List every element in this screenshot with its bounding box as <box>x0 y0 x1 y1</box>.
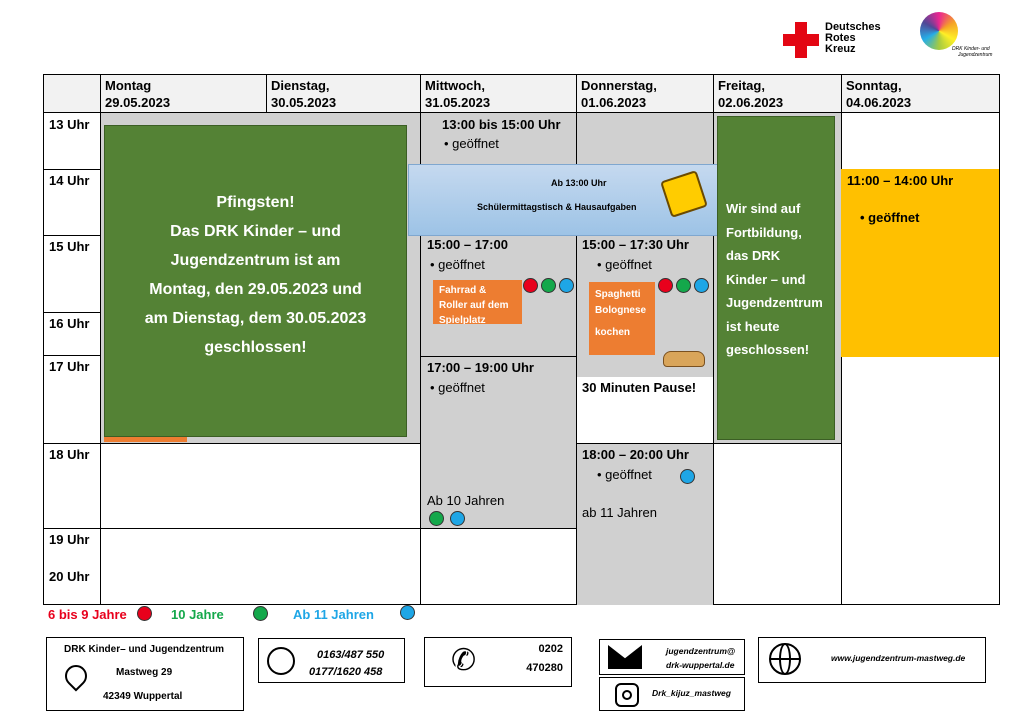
address-city: 42349 Wuppertal <box>103 691 183 702</box>
whatsapp-box <box>258 638 405 683</box>
homework-notebook-icon <box>660 170 708 218</box>
mittwoch-slot1-time: 13:00 bis 15:00 Uhr <box>442 117 561 132</box>
blue-dot-icon <box>559 278 574 293</box>
donnerstag-pause: 30 Minuten Pause! <box>582 380 697 395</box>
day-header-freitag: Freitag, 02.06.2023 <box>718 78 784 110</box>
donnerstag-age: ab 11 Jahren <box>582 505 657 520</box>
instagram-box <box>599 677 745 711</box>
mittwoch-slot3-time: 17:00 – 19:00 Uhr <box>427 360 534 375</box>
day-header-mittwoch: Mittwoch, 31.05.2023 <box>425 78 491 110</box>
phone-icon: ✆ <box>451 644 477 677</box>
sonntag-time: 11:00 – 14:00 Uhr <box>847 173 954 188</box>
time-label: 20 Uhr <box>49 569 90 584</box>
time-label: 19 Uhr <box>49 532 90 547</box>
legend <box>48 605 448 625</box>
legend-red-label: 6 bis 9 Jahre <box>48 607 127 622</box>
envelope-icon <box>608 645 642 669</box>
time-label: 13 Uhr <box>49 117 90 132</box>
time-label: 14 Uhr <box>49 173 90 188</box>
mittagstisch-line2: Schülermittagstisch & Hausaufgaben <box>477 202 637 212</box>
instagram-handle: Drk_kijuz_mastweg <box>652 688 731 698</box>
green-dot-icon <box>429 511 444 526</box>
phone-box <box>424 637 572 687</box>
logo-text-3: Kreuz <box>825 43 856 55</box>
address-box <box>46 637 244 711</box>
donnerstag-slot1-status: • geöffnet <box>597 257 652 272</box>
kiju-logo-text-1: DRK Kinder- und <box>952 46 990 52</box>
freitag-closed-notice: Wir sind auf Fortbildung, das DRK Kinder – und Jugendzentrum ist heute geschlossen! <box>717 116 835 440</box>
mittwoch-age: Ab 10 Jahren <box>427 493 505 508</box>
email-line-2: drk-wuppertal.de <box>666 660 735 670</box>
blue-dot-icon <box>694 278 709 293</box>
mittwoch-slot1-status: • geöffnet <box>444 136 499 151</box>
sonntag-status: • geöffnet <box>860 210 919 225</box>
day-header-dienstag: Dienstag, 30.05.2023 <box>271 78 337 110</box>
location-pin-icon <box>60 660 91 691</box>
address-name: DRK Kinder– und Jugendzentrum <box>64 644 225 655</box>
green-dot-icon <box>253 606 268 621</box>
mittwoch-activity: Fahrrad & Roller auf dem Spielplatz <box>433 280 522 324</box>
kiju-logo <box>912 8 1002 66</box>
logo-text-1: Deutsches <box>825 21 881 33</box>
web-url: www.jugendzentrum-mastweg.de <box>831 653 966 663</box>
time-label: 16 Uhr <box>49 316 90 331</box>
mittwoch-slot3-status: • geöffnet <box>430 380 485 395</box>
time-label: 15 Uhr <box>49 239 90 254</box>
day-header-sonntag: Sonntag, 04.06.2023 <box>846 78 912 110</box>
donnerstag-activity: Spaghetti Bolognese kochen <box>589 282 655 355</box>
email-line-1: jugendzentrum@ <box>666 646 736 656</box>
color-splash-icon <box>920 12 958 50</box>
whatsapp-icon <box>267 647 295 675</box>
donnerstag-slot2-time: 18:00 – 20:00 Uhr <box>582 447 689 462</box>
donnerstag-slot1-time: 15:00 – 17:30 Uhr <box>582 237 689 252</box>
logo-text-2: Rotes <box>825 32 856 44</box>
instagram-icon <box>615 683 639 707</box>
mittagstisch-banner <box>408 164 719 236</box>
time-label: 17 Uhr <box>49 359 90 374</box>
legend-green-label: 10 Jahre <box>171 607 224 622</box>
red-dot-icon <box>658 278 673 293</box>
web-box <box>758 637 986 683</box>
timetable <box>43 74 1000 605</box>
blue-dot-icon <box>680 469 695 484</box>
sonntag-open-block <box>841 169 999 357</box>
globe-icon <box>769 643 801 675</box>
donnerstag-slot2-status: • geöffnet <box>597 467 652 482</box>
green-dot-icon <box>541 278 556 293</box>
mittagstisch-line1: Ab 13:00 Uhr <box>551 178 607 188</box>
time-label: 18 Uhr <box>49 447 90 462</box>
blue-dot-icon <box>450 511 465 526</box>
red-dot-icon <box>137 606 152 621</box>
sandwich-icon <box>663 351 705 367</box>
phone-number-1: 0202 <box>538 643 563 655</box>
red-dot-icon <box>523 278 538 293</box>
red-cross-icon <box>783 22 819 58</box>
address-street: Mastweg 29 <box>116 667 173 678</box>
day-header-montag: Montag 29.05.2023 <box>105 78 171 110</box>
mittwoch-slot2-status: • geöffnet <box>430 257 485 272</box>
email-box <box>599 639 745 675</box>
day-header-donnerstag: Donnerstag, 01.06.2023 <box>581 78 657 110</box>
pfingsten-closed-notice: Pfingsten! Das DRK Kinder – und Jugendzentrum ist am Montag, den 29.05.2023 und am Dienstag, dem 30.05.2023 geschlossen! <box>104 125 407 437</box>
green-dot-icon <box>676 278 691 293</box>
legend-blue-label: Ab 11 Jahren <box>293 607 374 622</box>
drk-logo <box>783 22 893 62</box>
blue-dot-icon <box>400 605 415 620</box>
whatsapp-number-2: 0177/1620 458 <box>309 666 383 678</box>
mittwoch-slot2-time: 15:00 – 17:00 <box>427 237 508 252</box>
whatsapp-number-1: 0163/487 550 <box>317 649 385 661</box>
kiju-logo-text-2: Jugendzentrum <box>958 52 993 58</box>
phone-number-2: 470280 <box>526 662 563 674</box>
